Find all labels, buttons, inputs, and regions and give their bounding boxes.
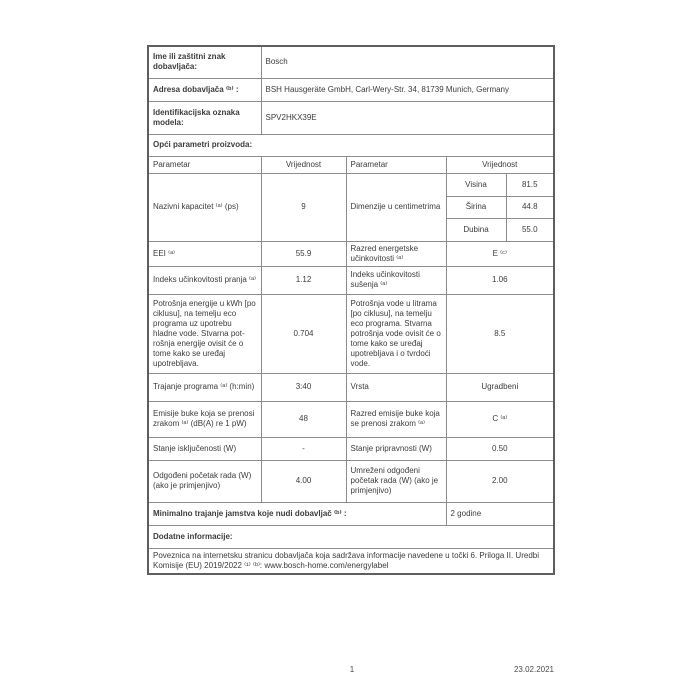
capacity-label: Nazivni kapacitet ⁽ᵃ⁾ (ps) [148, 173, 261, 241]
warranty-value: 2 godine [446, 502, 554, 525]
dimension-depth-value: 55.0 [506, 218, 554, 241]
program-duration-value: 3:40 [261, 373, 346, 401]
networked-standby-value: 2.00 [446, 460, 554, 502]
noise-class-value: C ⁽ᵃ⁾ [446, 401, 554, 437]
eei-value: 55.9 [261, 241, 346, 266]
eei-label: EEI ⁽ᵃ⁾ [148, 241, 261, 266]
header-value-2: Vrijednost [446, 156, 554, 173]
water-consumption-value: 8.5 [446, 294, 554, 373]
table-row [148, 460, 554, 502]
dimension-height-value: 81.5 [506, 173, 554, 196]
dimension-height-label: Visina [446, 173, 506, 196]
document-date: 23.02.2021 [513, 665, 554, 674]
header-param-2: Parametar [346, 156, 446, 173]
water-consumption-label: Potrošnja vode u litrama [po ciklusu], na temelju eco programa. Stvarna potrošnja vode ovisit će o tome kako se uređaj upotrebljava i o tvrdoći vode. [346, 294, 446, 373]
dimension-depth-label: Dubina [446, 218, 506, 241]
table-row [148, 101, 554, 134]
table-row [148, 173, 554, 196]
noise-emission-label: Emisije buke koja se prenosi zrakom ⁽ᵃ⁾ (dB(A) re 1 pW) [148, 401, 261, 437]
delay-start-value: 4.00 [261, 460, 346, 502]
energy-class-value: E ⁽ᶜ⁾ [446, 241, 554, 266]
standby-mode-value: 0.50 [446, 437, 554, 460]
off-mode-value: - [261, 437, 346, 460]
supplier-website-link-text: Poveznica na internetsku stranicu dobavljača koja sadržava informacije navedene u točki 6. Priloga II. Uredbi Komisije (EU) 2019/2022 ⁽¹⁾ ⁽ᵇ⁾: www.bosch-home.com/energylabel [148, 548, 554, 574]
table-row [148, 548, 554, 574]
table-header-row [148, 156, 554, 173]
energy-consumption-value: 0.704 [261, 294, 346, 373]
additional-info-title: Dodatne informacije: [148, 525, 554, 548]
table-row [148, 373, 554, 401]
cleaning-index-value: 1.12 [261, 266, 346, 294]
address-value: BSH Hausgeräte GmbH, Carl-Wery-Str. 34, 81739 Munich, Germany [261, 78, 554, 101]
address-label: Adresa dobavljača ⁽ᵇ⁾ : [148, 78, 261, 101]
table-row [148, 401, 554, 437]
header-value-1: Vrijednost [261, 156, 346, 173]
header-param-1: Parametar [148, 156, 261, 173]
brand-value: Bosch [261, 46, 554, 78]
warranty-label: Minimalno trajanje jamstva koje nudi dobavljač ⁽ᵇ⁾ : [148, 502, 446, 525]
table-row [148, 134, 554, 156]
table-row [148, 78, 554, 101]
model-id-value: SPV2HKX39E [261, 101, 554, 134]
table-row [148, 241, 554, 266]
dimensions-label: Dimenzije u centimetrima [346, 173, 446, 241]
energy-class-label: Razred energetske učinkovitosti ⁽ᵃ⁾ [346, 241, 446, 266]
model-id-label: Identifikacijska oznaka modela: [148, 101, 261, 134]
program-duration-label: Trajanje programa ⁽ᵃ⁾ (h:min) [148, 373, 261, 401]
type-value: Ugradbeni [446, 373, 554, 401]
table-row [148, 266, 554, 294]
networked-standby-label: Umreženi odgođeni početak rada (W) (ako je primjenjivo) [346, 460, 446, 502]
noise-class-label: Razred emisije buke koja se prenosi zrakom ⁽ᵃ⁾ [346, 401, 446, 437]
product-info-table [147, 45, 555, 575]
delay-start-label: Odgođeni početak rada (W) (ako je primjenjivo) [148, 460, 261, 502]
table-row [148, 437, 554, 460]
table-row [148, 502, 554, 525]
drying-index-value: 1.06 [446, 266, 554, 294]
off-mode-label: Stanje isključenosti (W) [148, 437, 261, 460]
noise-emission-value: 48 [261, 401, 346, 437]
standby-mode-label: Stanje pripravnosti (W) [346, 437, 446, 460]
capacity-value: 9 [261, 173, 346, 241]
table-row [148, 294, 554, 373]
page-number: 1 [349, 665, 355, 674]
cleaning-index-label: Indeks učinkovitosti pranja ⁽ᵃ⁾ [148, 266, 261, 294]
section-title: Opći parametri proizvoda: [148, 134, 554, 156]
table-row [148, 525, 554, 548]
dimension-width-label: Širina [446, 196, 506, 218]
brand-label: Ime ili zaštitni znak dobavljača: [148, 46, 261, 78]
table-row [148, 46, 554, 78]
type-label: Vrsta [346, 373, 446, 401]
energy-consumption-label: Potrošnja energije u kWh [po ciklusu], na temelju eco programa uz upotrebu hladne vode. Stvarna potrošnja energije ovisit će o tome kako se uređaj upotrebljava. [148, 294, 261, 373]
drying-index-label: Indeks učinkovitosti sušenja ⁽ᵃ⁾ [346, 266, 446, 294]
dimension-width-value: 44.8 [506, 196, 554, 218]
